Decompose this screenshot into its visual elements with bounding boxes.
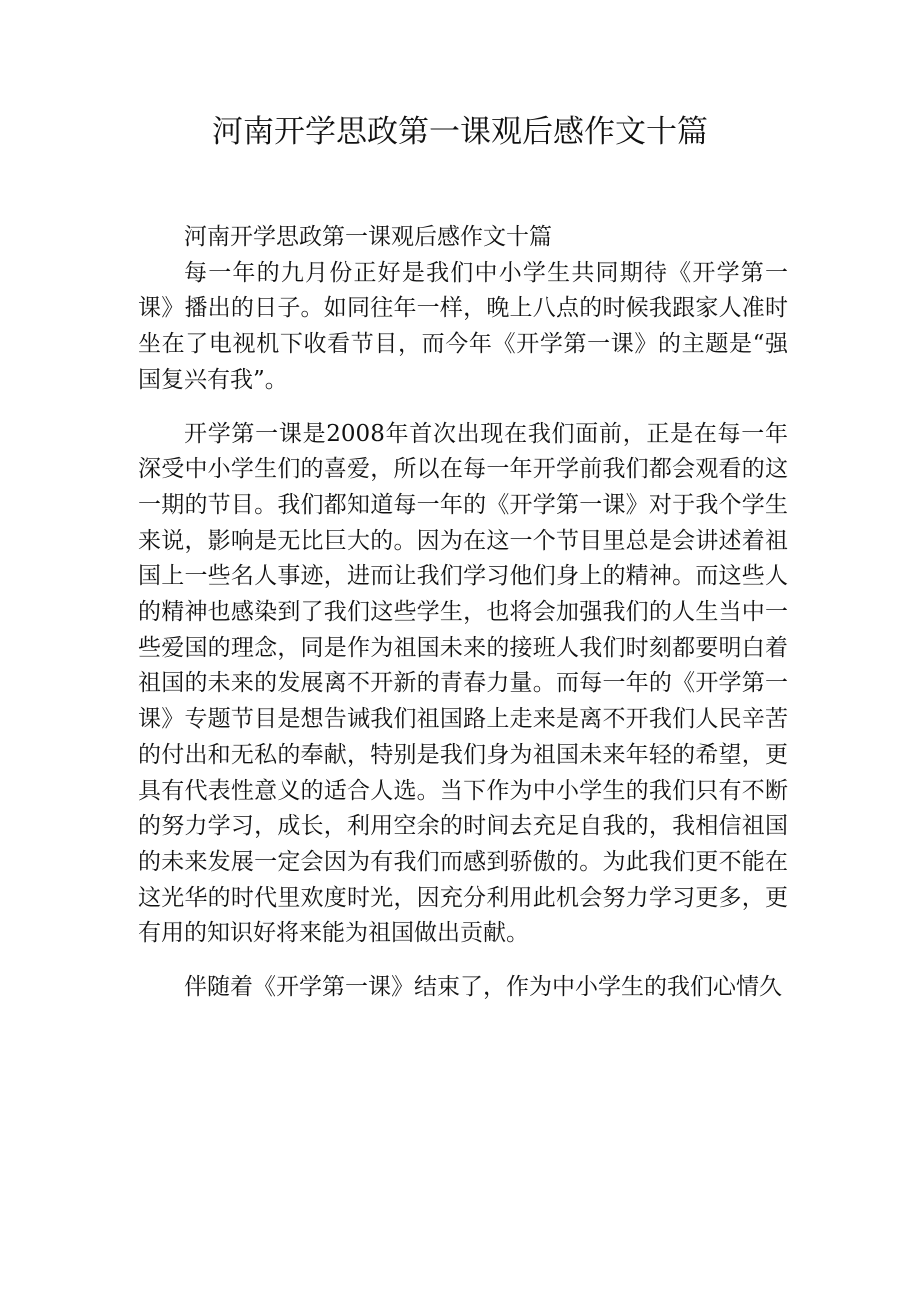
- paragraph-3: 伴随着《开学第一课》结束了，作为中小学生的我们心情久: [184, 974, 782, 1001]
- document-title: 河南开学思政第一课观后感作文十篇: [212, 114, 708, 150]
- subtitle-paragraph: 河南开学思政第一课观后感作文十篇: [184, 224, 552, 250]
- paragraph-1: 每一年的九月份正好是我们中小学生共同期待《开学第一课》播出的日子。如同往年一样，晚上八点的时候我跟家人准时坐在了电视机下收看节目，而今年《开学第一课》的主题是“强国复兴有我”。: [138, 259, 788, 393]
- document-body: [138, 220, 788, 1006]
- paragraph-2: 开学第一课是2008年首次出现在我们面前，正是在每一年深受中小学生们的喜爱，所以在每一年开学前我们都会观看的这一期的节目。我们都知道每一年的《开学第一课》对于我个学生来说，影响是无比巨大的。因为在这一个节目里总是会讲述着祖国上一些名人事迹，进而让我们学习他们身上的精神。而这些人的精神也感染到了我们这些学生，也将会加强我们的人生当中一些爱国的理念，同是作为祖国未来的接班人我们时刻都要明白着祖国的未来的发展离不开新的青春力量。而每一年的《开学第一课》专题节目是想告诫我们祖国路上走来是离不开我们人民辛苦的付出和无私的奉献，特别是我们身为祖国未来年轻的希望，更具有代表性意义的适合人选。当下作为中小学生的我们只有不断的努力学习，成长，利用空余的时间去充足自我的，我相信祖国的未来发展一定会因为有我们而感到骄傲的。为此我们更不能在这光华的时代里欢度时光，因充分利用此机会努力学习更多，更有用的知识好将来能为祖国做出贡献。: [138, 420, 788, 947]
